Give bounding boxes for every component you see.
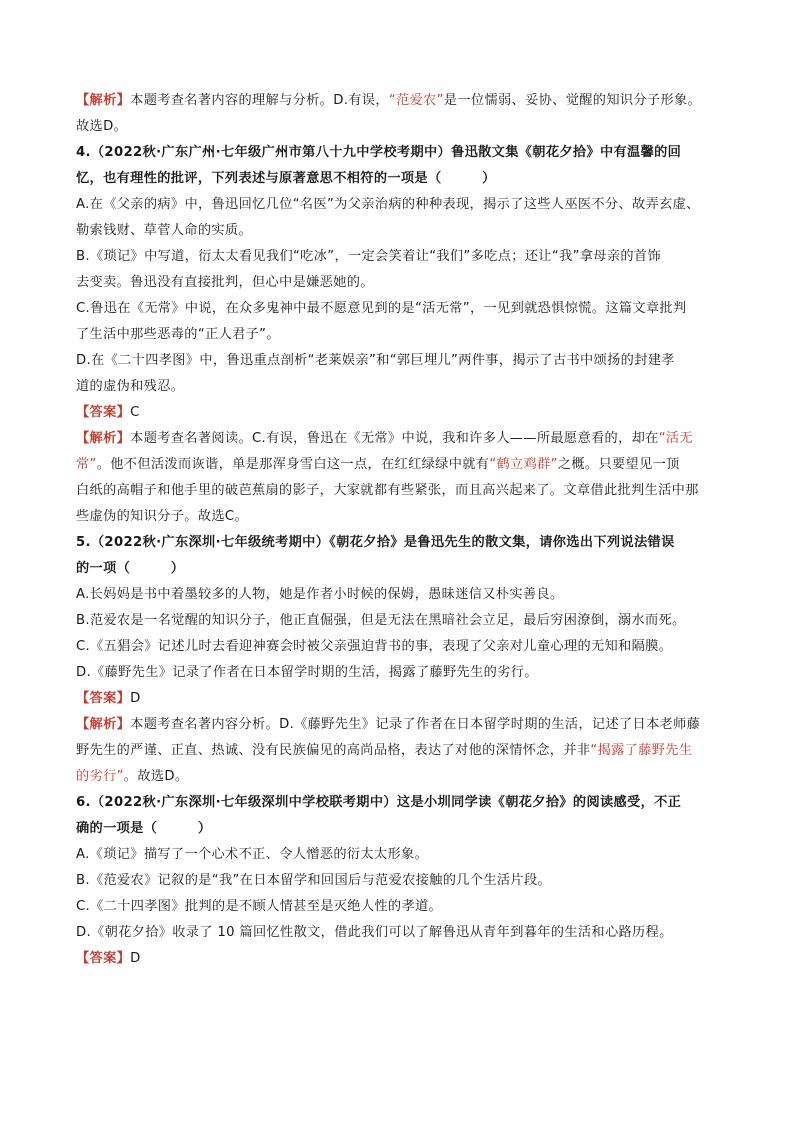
analysis-line: 【解析】本题考查名著内容的理解与分析。D.有误，“范爱农”是一位懦弱、妥协、觉醒的知识分子形象。 [76,93,702,108]
question-4-title: 忆，也有理性的批评，下列表述与原著意思不相符的一项是（ ） [76,171,496,186]
option-d: D.在《二十四孝图》中，鲁迅重点剖析“老莱娱亲”和“郭巨埋儿”两件事，揭示了古书中颂扬的封建孝 [76,353,675,368]
option-c: C.鲁迅在《无常》中说，在众多鬼神中最不愿意见到的是“活无常”，一见到就恐惧惊慌。这篇文章批判 [76,301,687,316]
option-d: D.《朝花夕拾》收录了 10 篇回忆性散文，借此我们可以了解鲁迅从青年到暮年的生活和心路历程。 [76,925,673,940]
analysis-tag: 【解析】 [76,431,131,446]
option-b: B.《范爱农》记叙的是“我”在日本留学和回国后与范爱农接触的几个生活片段。 [76,873,552,888]
option-c: 了生活中那些恶毒的“正人君子”。 [76,327,280,342]
option-a: A.《琐记》描写了一个心术不正、令人憎恶的衍太太形象。 [76,847,429,862]
option-c: C.《二十四孝图》批判的是不顾人情甚至是灭绝人性的孝道。 [76,899,443,914]
analysis-line: 的劣行”。故选D。 [76,769,189,784]
question-6-title: 6.（2022秋·广东深圳·七年级深圳中学校联考期中）这是小圳同学读《朝花夕拾》的阅读感受，不正 [76,795,682,810]
analysis-tag: 【解析】 [76,93,131,108]
analysis-line: 【解析】本题考查名著阅读。C.有误，鲁迅在《无常》中说，我和许多人——所最愿意看的，却在“活无 [76,431,693,446]
option-c: C.《五猖会》记述儿时去看迎神赛会时被父亲强迫背书的事，表现了父亲对儿童心理的无知和隔膜。 [76,639,673,654]
option-b: B.范爱农是一名觉醒的知识分子，他正直倔强，但是无法在黑暗社会立足，最后穷困潦倒，溺水而死。 [76,613,686,628]
answer-line: 【答案】D [76,691,141,706]
analysis-line: 常”。他不但活泼而诙谐，单是那浑身雪白这一点，在红红绿绿中就有“鹤立鸡群”之概。只要望见一顶 [76,457,680,472]
answer-tag: 【答案】 [76,691,131,706]
answer-line: 【答案】D [76,951,141,966]
analysis-tag: 【解析】 [76,717,131,732]
option-d: 道的虚伪和残忍。 [76,379,185,394]
analysis-line: 故选D。 [76,119,128,134]
option-b: 去变卖。鲁迅没有直接批判，但心中是嫌恶她的。 [76,275,374,290]
question-6-title: 确的一项是（ ） [76,821,212,836]
option-a: A.长妈妈是书中着墨较多的人物，她是作者小时候的保姆，愚昧迷信又朴实善良。 [76,587,564,602]
option-a: 勒索钱财、草菅人命的实质。 [76,223,252,238]
question-4-title: 4.（2022秋·广东广州·七年级广州市第八十九中学校考期中）鲁迅散文集《朝花夕拾》中有温馨的回 [76,145,682,160]
option-d: D.《藤野先生》记录了作者在日本留学时期的生活，揭露了藤野先生的劣行。 [76,665,538,680]
analysis-line: 些虚伪的知识分子。故选C。 [76,509,249,524]
answer-line: 【答案】C [76,405,140,420]
analysis-line: 白纸的高帽子和他手里的破芭蕉扇的影子，大家就都有些紧张，而且高兴起来了。文章借此批判生活中那 [76,483,699,498]
answer-tag: 【答案】 [76,951,131,966]
option-a: A.在《父亲的病》中，鲁迅回忆几位“名医”为父亲治病的种种表现，揭示了这些人巫医不分、故弄玄虚、 [76,197,700,212]
analysis-line: 野先生的严谨、正直、热诚、没有民族偏见的高尚品格，表达了对他的深情怀念，并非“揭露了藤野先生 [76,743,693,758]
option-b: B.《琐记》中写道，衍太太看见我们“吃冰”，一定会笑着让“我们”多吃点；还让“我”拿母亲的首饰 [76,249,661,264]
document-page [76,88,726,972]
question-5-title: 的一项（ ） [76,561,185,576]
question-5-title: 5.（2022秋·广东深圳·七年级统考期中）《朝花夕拾》是鲁迅先生的散文集，请你选出下列说法错误 [76,535,675,550]
analysis-line: 【解析】本题考查名著内容分析。D.《藤野先生》记录了作者在日本留学时期的生活，记述了日本老师藤 [76,717,701,732]
answer-tag: 【答案】 [76,405,131,420]
